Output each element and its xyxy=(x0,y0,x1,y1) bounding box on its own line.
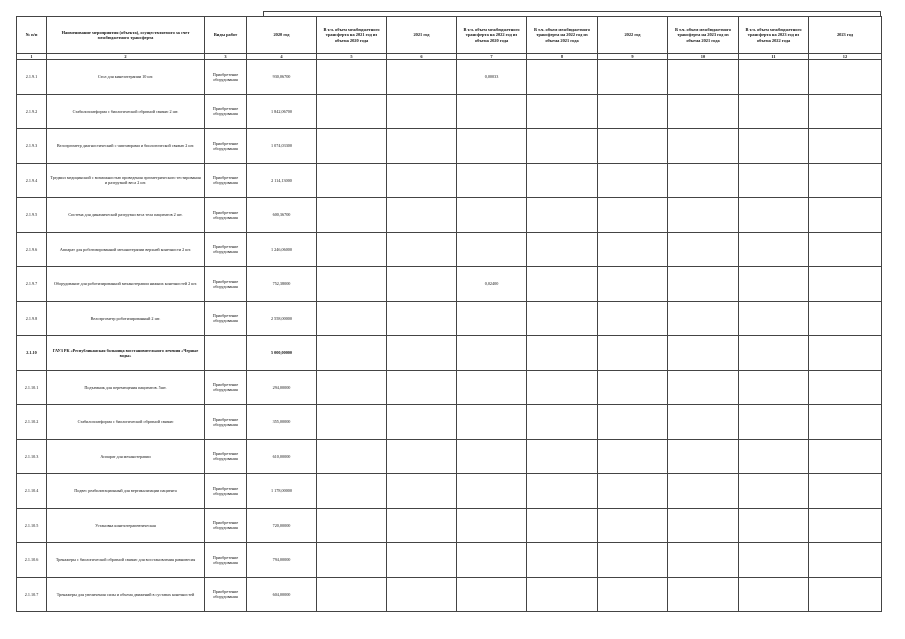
row-value-col7 xyxy=(457,198,527,233)
column-number: 12 xyxy=(809,54,882,60)
row-value-col6 xyxy=(387,198,457,233)
row-value-col7 xyxy=(457,301,527,336)
header-2022-of-2021: В т.ч. объем межбюджетного трансферта на 2022 год из объема 2021 года xyxy=(527,17,598,54)
row-value-col5 xyxy=(317,94,387,129)
row-empty-cell xyxy=(527,336,598,371)
row-value-col5 xyxy=(317,577,387,612)
row-empty-cell xyxy=(739,577,809,612)
row-value-col6 xyxy=(387,267,457,302)
transfer-table xyxy=(16,16,882,612)
row-empty-cell xyxy=(598,543,668,578)
row-empty-cell xyxy=(598,336,668,371)
row-empty-cell xyxy=(527,301,598,336)
row-value-col7 xyxy=(457,508,527,543)
row-number: 2.1.10.2 xyxy=(17,405,47,440)
row-value-col7 xyxy=(457,232,527,267)
row-empty-cell xyxy=(598,474,668,509)
row-empty-cell xyxy=(809,60,882,95)
row-work-type: Приобретение оборудования xyxy=(205,405,247,440)
row-value-2020: 2 114,13000 xyxy=(247,163,317,198)
row-value-col5 xyxy=(317,60,387,95)
row-empty-cell xyxy=(598,267,668,302)
table-row xyxy=(17,232,882,267)
row-empty-cell xyxy=(809,474,882,509)
header-top-band xyxy=(263,11,881,16)
row-work-type: Приобретение оборудования xyxy=(205,198,247,233)
row-value-2020: 610,00000 xyxy=(247,439,317,474)
row-empty-cell xyxy=(668,370,739,405)
row-empty-cell xyxy=(668,474,739,509)
row-empty-cell xyxy=(527,577,598,612)
row-empty-cell xyxy=(739,232,809,267)
row-empty-cell xyxy=(739,439,809,474)
row-value-col6 xyxy=(387,336,457,371)
row-empty-cell xyxy=(809,267,882,302)
row-number: 2.1.9.4 xyxy=(17,163,47,198)
row-name: Тредмил медицинский с возможностью проведения эргометрического тестирования и разгрузкой веса 2 шт. xyxy=(47,163,205,198)
table-row xyxy=(17,129,882,164)
column-number: 7 xyxy=(457,54,527,60)
row-value-col5 xyxy=(317,405,387,440)
row-number: 2.1.10.7 xyxy=(17,577,47,612)
row-empty-cell xyxy=(527,439,598,474)
row-name: Тренажеры для увеличения силы и объема движений в суставах конечностей xyxy=(47,577,205,612)
row-work-type: Приобретение оборудования xyxy=(205,267,247,302)
table-row xyxy=(17,60,882,95)
row-value-col5 xyxy=(317,267,387,302)
row-name: Оборудование для роботизированной механотерапии нижних конечностей 2 шт. xyxy=(47,267,205,302)
row-empty-cell xyxy=(809,232,882,267)
row-value-2020: 752,38000 xyxy=(247,267,317,302)
row-value-2020: 600,36700 xyxy=(247,198,317,233)
row-value-col7: 0,00033 xyxy=(457,60,527,95)
row-name: Подвес реабилитационный для вертикализации пациента xyxy=(47,474,205,509)
table-row xyxy=(17,267,882,302)
row-work-type: Приобретение оборудования xyxy=(205,129,247,164)
row-name: Стол для кинезотерапии 10 шт. xyxy=(47,60,205,95)
row-empty-cell xyxy=(739,94,809,129)
column-number: 8 xyxy=(527,54,598,60)
header-2021-of-2020: В т.ч. объем межбюджетного трансферта на 2021 год из объема 2020 года xyxy=(317,17,387,54)
row-number: 2.1.10.5 xyxy=(17,508,47,543)
row-work-type: Приобретение оборудования xyxy=(205,60,247,95)
row-empty-cell xyxy=(598,508,668,543)
document-sheet xyxy=(16,16,881,612)
row-name: Аппарат для роботизированной механотерапии верхней конечности 2 шт. xyxy=(47,232,205,267)
row-value-col6 xyxy=(387,163,457,198)
row-number: 2.1.10.4 xyxy=(17,474,47,509)
row-empty-cell xyxy=(668,267,739,302)
row-value-col5 xyxy=(317,301,387,336)
row-value-2020: 930,06700 xyxy=(247,60,317,95)
row-empty-cell xyxy=(598,232,668,267)
table-body xyxy=(17,60,882,612)
table-row xyxy=(17,94,882,129)
row-value-col6 xyxy=(387,301,457,336)
row-value-col7 xyxy=(457,405,527,440)
row-name: Установка кинезотерапевтическая xyxy=(47,508,205,543)
row-number: 2.1.9.2 xyxy=(17,94,47,129)
header-2022-of-2020: В т.ч. объем межбюджетного трансферта на 2022 год из объема 2020 года xyxy=(457,17,527,54)
row-value-col7 xyxy=(457,474,527,509)
header-2022: 2022 год xyxy=(598,17,668,54)
row-empty-cell xyxy=(668,198,739,233)
row-empty-cell xyxy=(598,163,668,198)
row-empty-cell xyxy=(668,163,739,198)
row-empty-cell xyxy=(598,439,668,474)
header-2023: 2023 год xyxy=(809,17,882,54)
row-value-2020: 294,00000 xyxy=(247,370,317,405)
row-name: Аппарат для механотерапии xyxy=(47,439,205,474)
row-value-col6 xyxy=(387,577,457,612)
row-value-col5 xyxy=(317,232,387,267)
row-work-type: Приобретение оборудования xyxy=(205,94,247,129)
row-empty-cell xyxy=(739,336,809,371)
row-work-type: Приобретение оборудования xyxy=(205,370,247,405)
row-value-col7 xyxy=(457,163,527,198)
row-value-col6 xyxy=(387,232,457,267)
row-work-type: Приобретение оборудования xyxy=(205,543,247,578)
row-empty-cell xyxy=(598,405,668,440)
row-empty-cell xyxy=(809,439,882,474)
row-number: 2.1.10 xyxy=(17,336,47,371)
row-empty-cell xyxy=(809,198,882,233)
row-empty-cell xyxy=(739,267,809,302)
row-empty-cell xyxy=(809,577,882,612)
row-name: Стабилоплатформа с биологической обратной связью xyxy=(47,405,205,440)
table-row xyxy=(17,543,882,578)
table-row xyxy=(17,301,882,336)
table-row xyxy=(17,163,882,198)
header-2021: 2021 год xyxy=(387,17,457,54)
row-work-type: Приобретение оборудования xyxy=(205,439,247,474)
row-empty-cell xyxy=(527,129,598,164)
row-value-col7 xyxy=(457,370,527,405)
row-value-col5 xyxy=(317,370,387,405)
row-empty-cell xyxy=(809,163,882,198)
row-value-col6 xyxy=(387,508,457,543)
column-number: 5 xyxy=(317,54,387,60)
row-number: 2.1.10.6 xyxy=(17,543,47,578)
row-empty-cell xyxy=(527,163,598,198)
row-value-col5 xyxy=(317,474,387,509)
header-2023-of-2022: В т.ч. объем межбюджетного трансферта на 2023 год из объема 2022 года xyxy=(739,17,809,54)
row-empty-cell xyxy=(668,508,739,543)
header-2023-of-2021: В т.ч. объем межбюджетного трансферта на 2023 год из объема 2021 года xyxy=(668,17,739,54)
row-empty-cell xyxy=(739,474,809,509)
row-empty-cell xyxy=(809,405,882,440)
row-empty-cell xyxy=(527,94,598,129)
row-empty-cell xyxy=(668,439,739,474)
row-value-col6 xyxy=(387,129,457,164)
header-num: № п/п xyxy=(17,17,47,54)
table-row xyxy=(17,439,882,474)
row-empty-cell xyxy=(527,474,598,509)
row-empty-cell xyxy=(527,508,598,543)
row-name: Стабилоплатформа с биологической обратной связью 2 шт. xyxy=(47,94,205,129)
table-row xyxy=(17,508,882,543)
header-name: Наименование мероприятия (объекта), осуществляемого за счет межбюджетного трансферта xyxy=(47,17,205,54)
row-value-col5 xyxy=(317,129,387,164)
row-value-col5 xyxy=(317,508,387,543)
row-empty-cell xyxy=(598,94,668,129)
column-number: 2 xyxy=(47,54,205,60)
row-empty-cell xyxy=(739,301,809,336)
row-value-col6 xyxy=(387,94,457,129)
row-empty-cell xyxy=(809,336,882,371)
row-name: Подъемник для перемещения пациентов. 5шт. xyxy=(47,370,205,405)
row-empty-cell xyxy=(598,129,668,164)
row-number: 2.1.9.7 xyxy=(17,267,47,302)
row-value-2020: 720,00000 xyxy=(247,508,317,543)
row-empty-cell xyxy=(668,60,739,95)
row-value-col7 xyxy=(457,94,527,129)
row-empty-cell xyxy=(668,129,739,164)
row-value-2020: 1 842,06700 xyxy=(247,94,317,129)
row-number: 2.1.9.1 xyxy=(17,60,47,95)
row-empty-cell xyxy=(809,129,882,164)
row-value-col5 xyxy=(317,439,387,474)
row-value-2020: 1 246,06000 xyxy=(247,232,317,267)
column-number: 6 xyxy=(387,54,457,60)
row-value-col7 xyxy=(457,577,527,612)
row-value-col7 xyxy=(457,336,527,371)
column-number: 9 xyxy=(598,54,668,60)
row-value-2020: 1 074,03300 xyxy=(247,129,317,164)
row-value-2020: 1 178,00000 xyxy=(247,474,317,509)
table-row xyxy=(17,336,882,371)
header-2020: 2020 год xyxy=(247,17,317,54)
row-value-col5 xyxy=(317,336,387,371)
row-empty-cell xyxy=(739,60,809,95)
row-empty-cell xyxy=(739,405,809,440)
table-row xyxy=(17,474,882,509)
header-work-type: Виды работ xyxy=(205,17,247,54)
row-number: 2.1.9.5 xyxy=(17,198,47,233)
row-empty-cell xyxy=(527,267,598,302)
row-value-col7 xyxy=(457,129,527,164)
row-empty-cell xyxy=(809,543,882,578)
row-empty-cell xyxy=(598,301,668,336)
table-row xyxy=(17,198,882,233)
row-empty-cell xyxy=(668,543,739,578)
row-name: Велоэргометр диагностический с чиптаюрами и биологической связью 2 шт. xyxy=(47,129,205,164)
row-work-type: Приобретение оборудования xyxy=(205,508,247,543)
header-row xyxy=(17,17,882,54)
row-empty-cell xyxy=(739,508,809,543)
row-empty-cell xyxy=(668,94,739,129)
row-work-type: Приобретение оборудования xyxy=(205,577,247,612)
row-empty-cell xyxy=(527,543,598,578)
row-value-col6 xyxy=(387,474,457,509)
row-empty-cell xyxy=(598,198,668,233)
row-empty-cell xyxy=(739,129,809,164)
row-empty-cell xyxy=(809,370,882,405)
row-value-col7: 0,02400 xyxy=(457,267,527,302)
row-number: 2.1.10.3 xyxy=(17,439,47,474)
row-value-col6 xyxy=(387,60,457,95)
row-value-col7 xyxy=(457,439,527,474)
row-empty-cell xyxy=(527,232,598,267)
row-work-type: Приобретение оборудования xyxy=(205,163,247,198)
row-empty-cell xyxy=(668,405,739,440)
row-number: 2.1.9.6 xyxy=(17,232,47,267)
row-empty-cell xyxy=(668,301,739,336)
row-value-2020: 5 000,00000 xyxy=(247,336,317,371)
row-work-type: Приобретение оборудования xyxy=(205,232,247,267)
row-value-col5 xyxy=(317,198,387,233)
column-number: 10 xyxy=(668,54,739,60)
row-work-type: Приобретение оборудования xyxy=(205,301,247,336)
row-empty-cell xyxy=(809,94,882,129)
row-name: Система для динамической разгрузки веса тела пациентов 2 шт. xyxy=(47,198,205,233)
row-number: 2.1.9.3 xyxy=(17,129,47,164)
row-empty-cell xyxy=(739,163,809,198)
row-empty-cell xyxy=(527,198,598,233)
row-value-col5 xyxy=(317,543,387,578)
row-empty-cell xyxy=(668,336,739,371)
row-number: 2.1.9.8 xyxy=(17,301,47,336)
table-row xyxy=(17,577,882,612)
row-value-2020: 604,00000 xyxy=(247,577,317,612)
row-empty-cell xyxy=(598,577,668,612)
row-empty-cell xyxy=(809,301,882,336)
column-number: 1 xyxy=(17,54,47,60)
row-empty-cell xyxy=(739,543,809,578)
row-empty-cell xyxy=(598,60,668,95)
row-empty-cell xyxy=(668,577,739,612)
row-name: Тренажеры с биологической обратной связью для восстановления равновесия xyxy=(47,543,205,578)
row-value-col6 xyxy=(387,439,457,474)
row-value-col6 xyxy=(387,405,457,440)
row-value-col5 xyxy=(317,163,387,198)
row-number: 2.1.10.1 xyxy=(17,370,47,405)
table-row xyxy=(17,370,882,405)
row-empty-cell xyxy=(527,60,598,95)
table-row xyxy=(17,405,882,440)
row-empty-cell xyxy=(739,198,809,233)
column-number: 4 xyxy=(247,54,317,60)
row-value-2020: 355,00000 xyxy=(247,405,317,440)
row-work-type: Приобретение оборудования xyxy=(205,474,247,509)
row-value-col7 xyxy=(457,543,527,578)
row-empty-cell xyxy=(809,508,882,543)
row-value-2020: 794,00000 xyxy=(247,543,317,578)
row-value-col6 xyxy=(387,543,457,578)
row-empty-cell xyxy=(598,370,668,405)
row-empty-cell xyxy=(527,370,598,405)
row-empty-cell xyxy=(668,232,739,267)
row-name: ГАУЗ РК «Республиканская больница восстановительного лечения «Черные воды» xyxy=(47,336,205,371)
row-name: Велоэргометр роботизированный 2 шт. xyxy=(47,301,205,336)
row-work-type xyxy=(205,336,247,371)
column-number: 3 xyxy=(205,54,247,60)
column-number: 11 xyxy=(739,54,809,60)
row-empty-cell xyxy=(739,370,809,405)
row-value-col6 xyxy=(387,370,457,405)
row-empty-cell xyxy=(527,405,598,440)
row-value-2020: 2 558,00000 xyxy=(247,301,317,336)
